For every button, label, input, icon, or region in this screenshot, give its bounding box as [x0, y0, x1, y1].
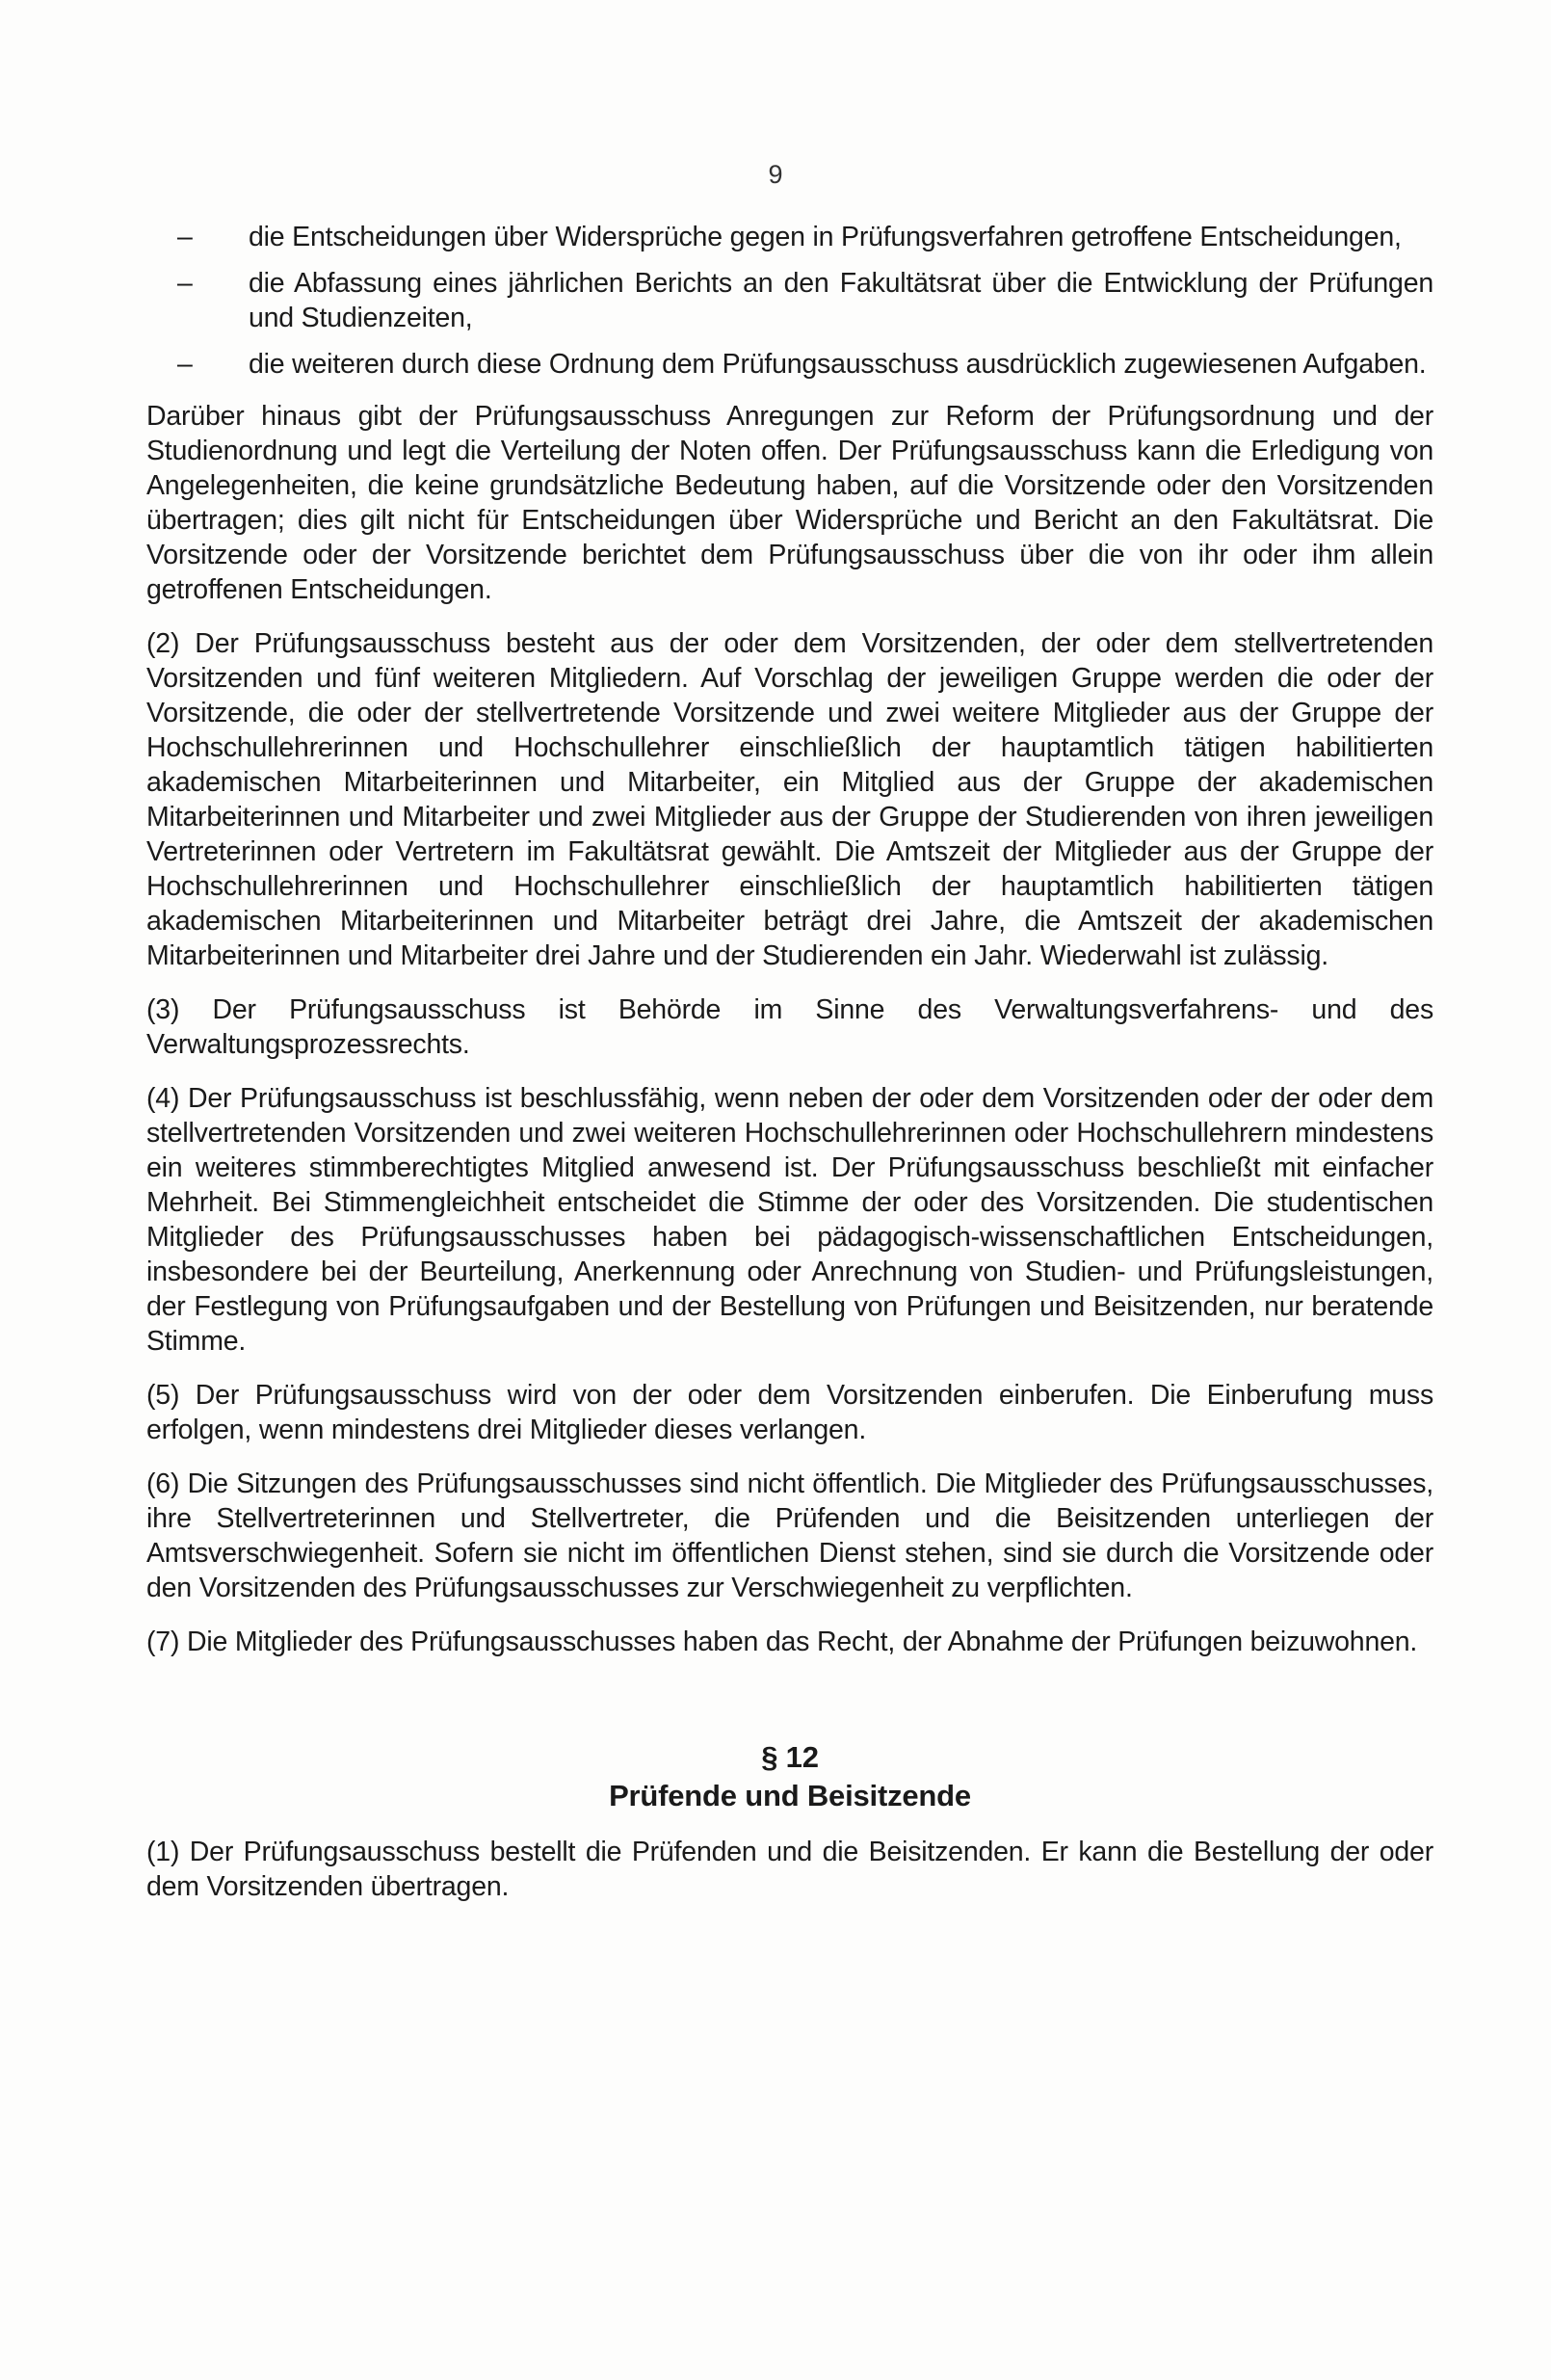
- dash-bullet: –: [177, 349, 193, 380]
- paragraph-4: (4) Der Prüfungsausschuss ist beschlussfähig, wenn neben der oder dem Vorsitzenden oder der oder dem stellvertretenden Vorsitzenden und zwei weiteren Hochschullehrerinnen oder Hochschullehrern mindestens ein weiteres stimmberechtigtes Mitglied anwesend ist. Der Prüfungsausschuss beschließt mit einfacher Mehrheit. Bei Stimmengleichheit entscheidet die Stimme der oder des Vorsitzenden. Die studentischen Mitglieder des Prüfungsausschusses haben bei pädagogisch-wissenschaftlichen Entscheidungen, insbesondere bei der Beurteilung, Anerkennung oder Anrechnung von Studien- und Prüfungsleistungen, der Festlegung von Prüfungsaufgaben und der Bestellung von Prüfungen und Beisitzenden, nur beratende Stimme.: [146, 1083, 1433, 1357]
- list-item: [146, 220, 1433, 254]
- paragraph-5: (5) Der Prüfungsausschuss wird von der oder dem Vorsitzenden einberufen. Die Einberufung muss erfolgen, wenn mindestens drei Mitglieder dieses verlangen.: [146, 1380, 1433, 1445]
- page-number: 9: [768, 160, 783, 189]
- list-item: [146, 347, 1433, 382]
- list-item-text: die Abfassung eines jährlichen Berichts an den Fakultätsrat über die Entwicklung der Prüfungen und Studienzeiten,: [249, 268, 1433, 333]
- dash-bullet: –: [177, 222, 193, 252]
- list-item: [146, 266, 1433, 335]
- paragraph-continuation: Darüber hinaus gibt der Prüfungsausschuss Anregungen zur Reform der Prüfungsordnung und der Studienordnung und legt die Verteilung der Noten offen. Der Prüfungsausschuss kann die Erledigung von Angelegenheiten, die keine grundsätzliche Bedeutung haben, auf die Vorsitzende oder den Vorsitzenden übertragen; dies gilt nicht für Entscheidungen über Widersprüche und Bericht an den Fakultätsrat. Die Vorsitzende oder der Vorsitzende berichtet dem Prüfungsausschuss über die von ihr oder ihm allein getroffenen Entscheidungen.: [146, 401, 1433, 605]
- paragraph-7: (7) Die Mitglieder des Prüfungsausschusses haben das Recht, der Abnahme der Prüfungen beizuwohnen.: [146, 1626, 1418, 1657]
- section-title: Prüfende und Beisitzende: [609, 1779, 971, 1812]
- paragraph-3: (3) Der Prüfungsausschuss ist Behörde im Sinne des Verwaltungsverfahrens- und des Verwaltungsprozessrechts.: [146, 994, 1433, 1060]
- list-item-text: die Entscheidungen über Widersprüche gegen in Prüfungsverfahren getroffene Entscheidungen,: [249, 222, 1402, 252]
- section-number: § 12: [761, 1740, 819, 1774]
- paragraph-6: (6) Die Sitzungen des Prüfungsausschusses sind nicht öffentlich. Die Mitglieder des Prüfungsausschusses, ihre Stellvertreterinnen und Stellvertreter, die Prüfenden und die Beisitzenden unterliegen der Amtsverschwiegenheit. Sofern sie nicht im öffentlichen Dienst stehen, sind sie durch die Vorsitzende oder den Vorsitzenden des Prüfungsausschusses zur Verschwiegenheit zu verpflichten.: [146, 1468, 1433, 1603]
- page-content: [146, 220, 1433, 1923]
- section-paragraph-1: (1) Der Prüfungsausschuss bestellt die Prüfenden und die Beisitzenden. Er kann die Bestellung der oder dem Vorsitzenden übertragen.: [146, 1837, 1433, 1902]
- dash-bullet: –: [177, 268, 193, 299]
- paragraph-2: (2) Der Prüfungsausschuss besteht aus der oder dem Vorsitzenden, der oder dem stellvertretenden Vorsitzenden und fünf weiteren Mitgliedern. Auf Vorschlag der jeweiligen Gruppe werden die oder der Vorsitzende, die oder der stellvertretende Vorsitzende und zwei weitere Mitglieder aus der Gruppe der Hochschullehrerinnen und Hochschullehrer einschließlich der hauptamtlich tätigen habilitierten akademischen Mitarbeiterinnen und Mitarbeiter, ein Mitglied aus der Gruppe der akademischen Mitarbeiterinnen und Mitarbeiter und zwei Mitglieder aus der Gruppe der Studierenden von ihren jeweiligen Vertreterinnen oder Vertretern im Fakultätsrat gewählt. Die Amtszeit der Mitglieder aus der Gruppe der Hochschullehrerinnen und Hochschullehrer einschließlich der hauptamtlich habilitierten tätigen akademischen Mitarbeiterinnen und Mitarbeiter beträgt drei Jahre, die Amtszeit der akademischen Mitarbeiterinnen und Mitarbeiter drei Jahre und der Studierenden ein Jahr. Wiederwahl ist zulässig.: [146, 628, 1433, 971]
- section-heading: [146, 1738, 1433, 1815]
- bullet-list: [146, 220, 1433, 382]
- list-item-text: die weiteren durch diese Ordnung dem Prüfungsausschuss ausdrücklich zugewiesenen Aufgaben.: [249, 349, 1427, 380]
